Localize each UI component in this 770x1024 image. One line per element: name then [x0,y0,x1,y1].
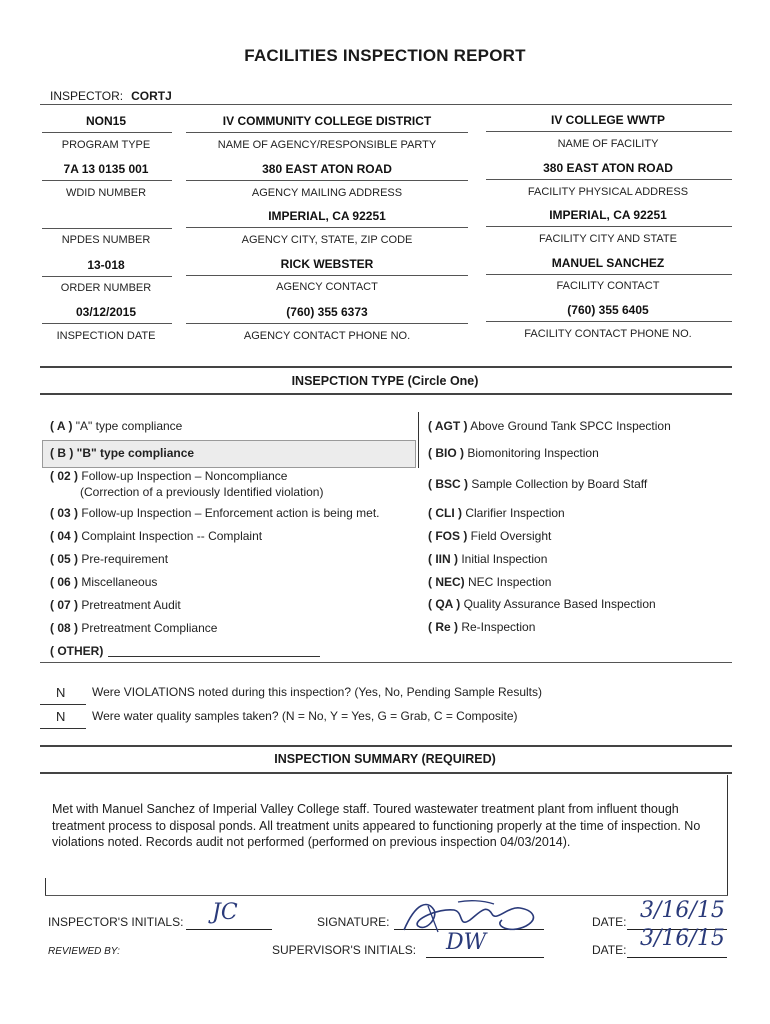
order-number-label: ORDER NUMBER [60,282,152,294]
divider [40,104,732,105]
reviewed-label: REVIEWED BY: [48,946,120,957]
type-option-07[interactable] [50,598,181,612]
facility-phone-label: FACILITY CONTACT PHONE NO. [524,328,692,340]
inspection-type-heading: INSEPCTION TYPE (Circle One) [291,374,479,388]
field-line [486,226,732,227]
field-line [42,228,172,229]
agency-name-label: NAME OF AGENCY/RESPONSIBLE PARTY [217,139,437,151]
supervisor-line [426,957,544,958]
inspection-date-value: 03/12/2015 [75,305,137,319]
date-value-1[interactable]: 3/16/15 [640,898,725,923]
summary-border [727,775,728,895]
facility-contact-value: MANUEL SANCHEZ [551,256,665,270]
facility-contact-label: FACILITY CONTACT [556,280,660,292]
type-option-03[interactable] [50,506,380,520]
field-line [42,276,172,277]
other-fill-line[interactable] [108,656,320,657]
option-code: ( B ) "B" type compliance [50,446,195,460]
agency-address-label: AGENCY MAILING ADDRESS [251,187,403,199]
option-text: Miscellaneous [81,575,158,589]
answer-line [40,728,86,729]
agency-name-value: IV COMMUNITY COLLEGE DISTRICT [222,114,432,128]
inspection-date-label: INSPECTION DATE [56,330,156,342]
agency-phone-label: AGENCY CONTACT PHONE NO. [243,330,411,342]
type-option-04[interactable] [50,529,262,543]
option-text: Sample Collection by Board Staff [471,477,648,491]
supervisor-label: SUPERVISOR'S INITIALS: [272,943,417,957]
option-code: ( 04 ) [50,529,79,543]
wdid-label: WDID NUMBER [65,187,147,199]
field-line [42,180,172,181]
option-code: ( NEC) [428,575,465,589]
option-code: ( FOS ) [428,529,468,543]
section-divider [40,662,732,663]
type-option-agt[interactable] [428,419,671,433]
field-line [486,179,732,180]
agency-phone-value: (760) 355 6373 [286,305,368,319]
option-code: ( IIN ) [428,552,458,566]
field-line [42,132,172,133]
type-option-cli[interactable] [428,506,565,520]
violations-question: Were VIOLATIONS noted during this inspection? (Yes, No, Pending Sample Results) [92,685,543,699]
field-line [486,274,732,275]
section-divider [40,393,732,395]
type-option-nec[interactable] [428,575,551,589]
section-divider [40,772,732,774]
option-text: Pretreatment Compliance [81,621,218,635]
option-text: Re-Inspection [461,620,536,634]
summary-heading: INSPECTION SUMMARY (REQUIRED) [274,752,496,766]
section-divider [40,366,732,368]
agency-address-value: 380 EAST ATON ROAD [262,162,392,176]
type-option-08[interactable] [50,621,217,635]
option-code: ( A ) [50,419,73,433]
option-code: ( CLI ) [428,506,462,520]
inspector-value: CORTJ [131,89,172,103]
date-label: DATE: [592,915,627,929]
option-code: ( AGT ) [428,419,468,433]
option-code: ( 07 ) [50,598,79,612]
option-text: Field Oversight [470,529,552,543]
field-line [486,131,732,132]
option-text: Quality Assurance Based Inspection [463,597,656,611]
agency-contact-label: AGENCY CONTACT [276,281,378,293]
summary-bottom-line [45,895,728,896]
npdes-label: NPDES NUMBER [61,234,151,246]
option-code: ( 02 ) [50,469,79,483]
option-code: ( Re ) [428,620,458,634]
type-option-iin[interactable] [428,552,547,566]
wdid-value: 7A 13 0135 001 [63,162,149,176]
samples-question: Were water quality samples taken? (N = No, Y = Yes, G = Grab, C = Composite) [92,709,518,723]
type-option-re[interactable] [428,620,535,634]
section-divider [40,745,732,747]
type-option-other[interactable] [50,644,103,658]
option-text: Follow-up Inspection – Enforcement action is being met. [81,506,380,520]
signature-label: SIGNATURE: [317,915,390,929]
initials-line [186,929,272,930]
initials-label: INSPECTOR'S INITIALS: [48,915,184,929]
option-text: Complaint Inspection -- Complaint [81,529,263,543]
summary-border [45,878,46,896]
option-code: ( 08 ) [50,621,79,635]
type-option-05[interactable] [50,552,168,566]
agency-city-label: AGENCY CITY, STATE, ZIP CODE [241,234,413,246]
facility-city-value: IMPERIAL, CA 92251 [549,208,667,222]
option-code: ( BSC ) [428,477,468,491]
type-option-06[interactable] [50,575,157,589]
program-type-label: PROGRAM TYPE [61,139,151,151]
option-code: ( BIO ) [428,446,464,460]
inspector-label: INSPECTOR: [50,89,124,103]
option-code: ( 06 ) [50,575,79,589]
type-option-fos[interactable] [428,529,551,543]
answer-line [40,704,86,705]
field-line [486,321,732,322]
date-line-2 [627,957,727,958]
violations-answer[interactable]: N [56,685,66,700]
samples-answer[interactable]: N [56,709,66,724]
facility-address-label: FACILITY PHYSICAL ADDRESS [527,186,689,198]
field-line [186,227,468,228]
type-option-bio[interactable] [428,446,599,460]
agency-city-value: IMPERIAL, CA 92251 [268,209,386,223]
option-code: ( OTHER) [50,644,104,658]
field-line [186,180,468,181]
option-code: ( QA ) [428,597,461,611]
option-text: Pre-requirement [81,552,169,566]
facility-address-value: 380 EAST ATON ROAD [543,161,673,175]
option-text: Pretreatment Audit [81,598,181,612]
facility-phone-value: (760) 355 6405 [567,303,649,317]
date-value-2[interactable]: 3/16/15 [640,926,725,951]
page-title: FACILITIES INSPECTION REPORT [244,46,526,65]
option-text: Follow-up Inspection – Noncompliance [81,469,288,483]
type-option-02[interactable] [50,469,287,483]
facility-city-label: FACILITY CITY AND STATE [539,233,677,245]
type-option-b[interactable] [50,446,194,460]
agency-contact-value: RICK WEBSTER [280,257,374,271]
option-code: ( 03 ) [50,506,79,520]
type-option-qa[interactable] [428,597,656,611]
option-text: Clarifier Inspection [465,506,565,520]
field-line [186,323,468,324]
type-option-02-note: (Correction of a previously Identified violation) [80,485,324,499]
option-text: "A" type compliance [75,419,183,433]
option-code: ( 05 ) [50,552,79,566]
facility-name-value: IV COLLEGE WWTP [551,113,665,127]
option-text: Initial Inspection [461,552,548,566]
type-option-a[interactable] [50,419,182,433]
field-line [186,132,468,133]
inspector-line [50,89,172,103]
column-divider [418,412,419,468]
date-label-2: DATE: [592,943,627,957]
option-text: Biomonitoring Inspection [467,446,599,460]
field-line [186,275,468,276]
field-line [42,323,172,324]
facility-name-label: NAME OF FACILITY [557,138,659,150]
summary-text: Met with Manuel Sanchez of Imperial Valley College staff. Toured wastewater treatment plant from influent though treatment process to disposal ponds. All treatment units appeared to functioning properly at the time of inspection. No violations noted. Records audit not performed (performed on previous inspection 04/03/2014). [52,802,701,849]
program-type-value: NON15 [85,114,126,128]
type-option-bsc[interactable] [428,477,647,491]
option-text: Above Ground Tank SPCC Inspection [470,419,671,433]
order-number-value: 13-018 [87,258,125,272]
supervisor-initials[interactable]: DW [446,930,487,955]
inspector-initials[interactable]: JC [212,900,238,925]
option-text: NEC Inspection [468,575,552,589]
